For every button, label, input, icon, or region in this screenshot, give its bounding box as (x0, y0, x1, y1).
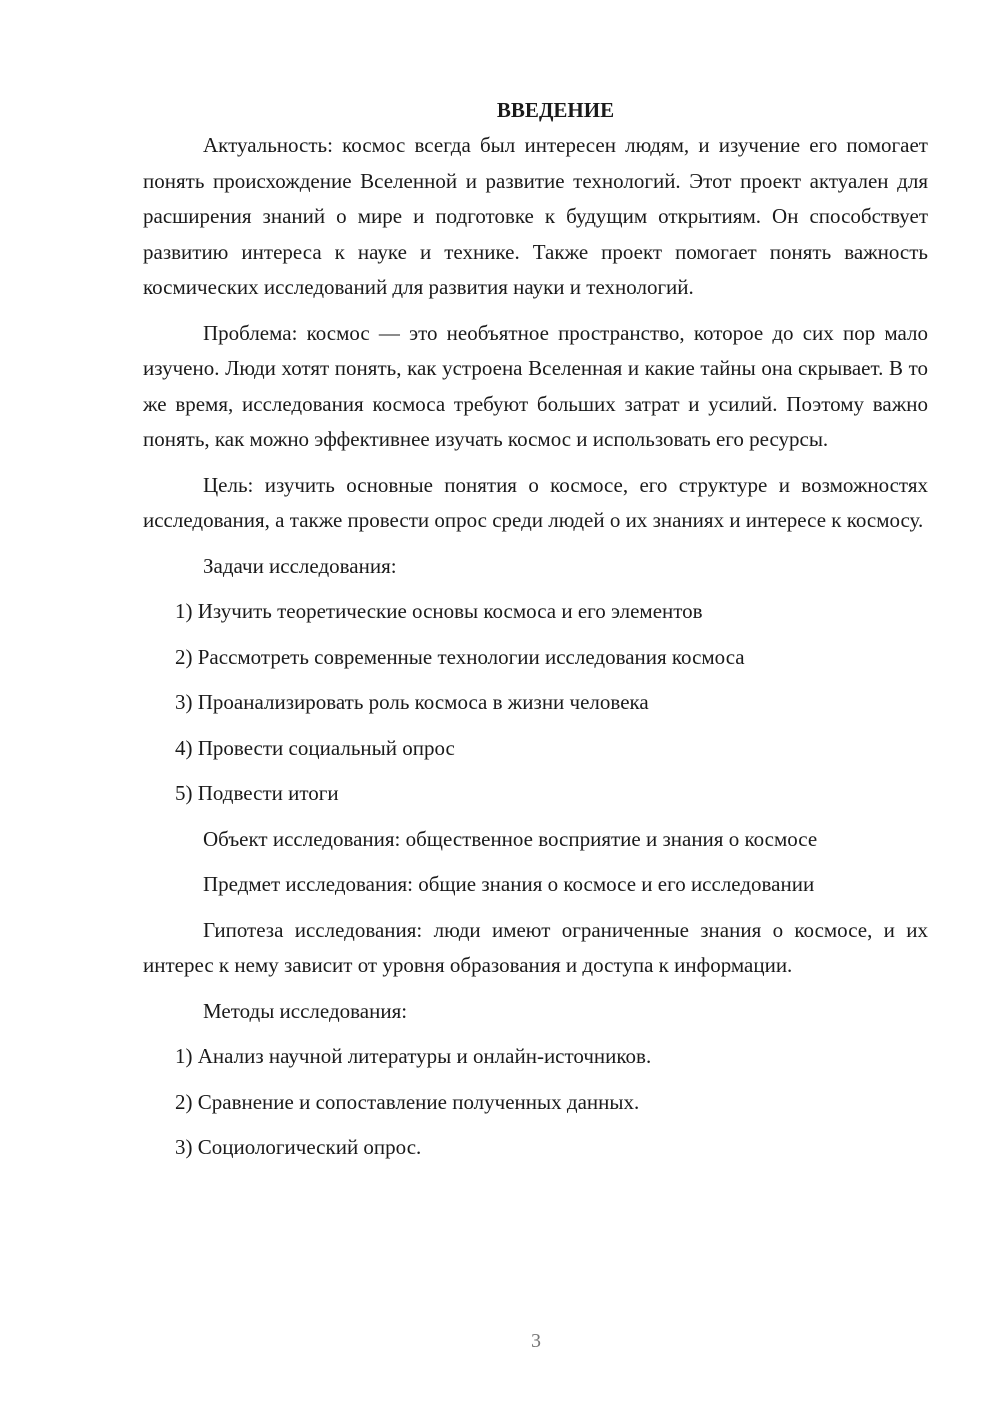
list-item-method-2: 2) Сравнение и сопоставление полученных данных. (175, 1089, 640, 1114)
list-item-method-1: 1) Анализ научной литературы и онлайн-источников. (175, 1044, 652, 1068)
page-title: ВВЕДЕНИЕ (496, 98, 615, 122)
document-page (143, 92, 928, 1176)
relevance-paragraph: Актуальность: космос всегда был интересен людям, и изучение его помогает понять происхождение Вселенной и развитие технологий. Этот проект актуален для расширения знаний о мире и подготовке к будущим открытиям. Он способствует развитию интереса к науке и технике. Также проект помогает понять важность космических исследований для развития науки и технологий. (143, 133, 928, 299)
list-item-task-4: 4) Провести социальный опрос (175, 735, 455, 760)
goal-paragraph: Цель: изучить основные понятия о космосе, его структуре и возможностях исследования, а также провести опрос среди людей о их знаниях и интересе к космосу. (143, 472, 928, 532)
list-item-task-1: 1) Изучить теоретические основы космоса и его элементов (175, 599, 703, 623)
hypothesis-paragraph: Гипотеза исследования: люди имеют ограниченные знания о космосе, и их интерес к нему зависит от уровня образования и доступа к информации. (143, 917, 928, 977)
methods-heading: Методы исследования: (203, 998, 408, 1023)
page-number: 3 (531, 1330, 541, 1352)
list-item-method-3: 3) Социологический опрос. (175, 1135, 422, 1159)
tasks-heading: Задачи исследования: (203, 553, 397, 578)
research-subject: Предмет исследования: общие знания о космосе и его исследовании (203, 872, 815, 896)
list-item-task-5: 5) Подвести итоги (175, 781, 339, 805)
research-object: Объект исследования: общественное восприятие и знания о космосе (203, 826, 818, 851)
list-item-task-2: 2) Рассмотреть современные технологии исследования космоса (175, 644, 745, 669)
problem-paragraph: Проблема: космос — это необъятное пространство, которое до сих пор мало изучено. Люди хотят понять, как устроена Вселенная и какие тайны она скрывает. В то же время, исследования космоса требуют больших затрат и усилий. Поэтому важно понять, как можно эффективнее изучать космос и использовать его ресурсы. (143, 320, 928, 451)
list-item-task-3: 3) Проанализировать роль космоса в жизни человека (175, 690, 649, 714)
